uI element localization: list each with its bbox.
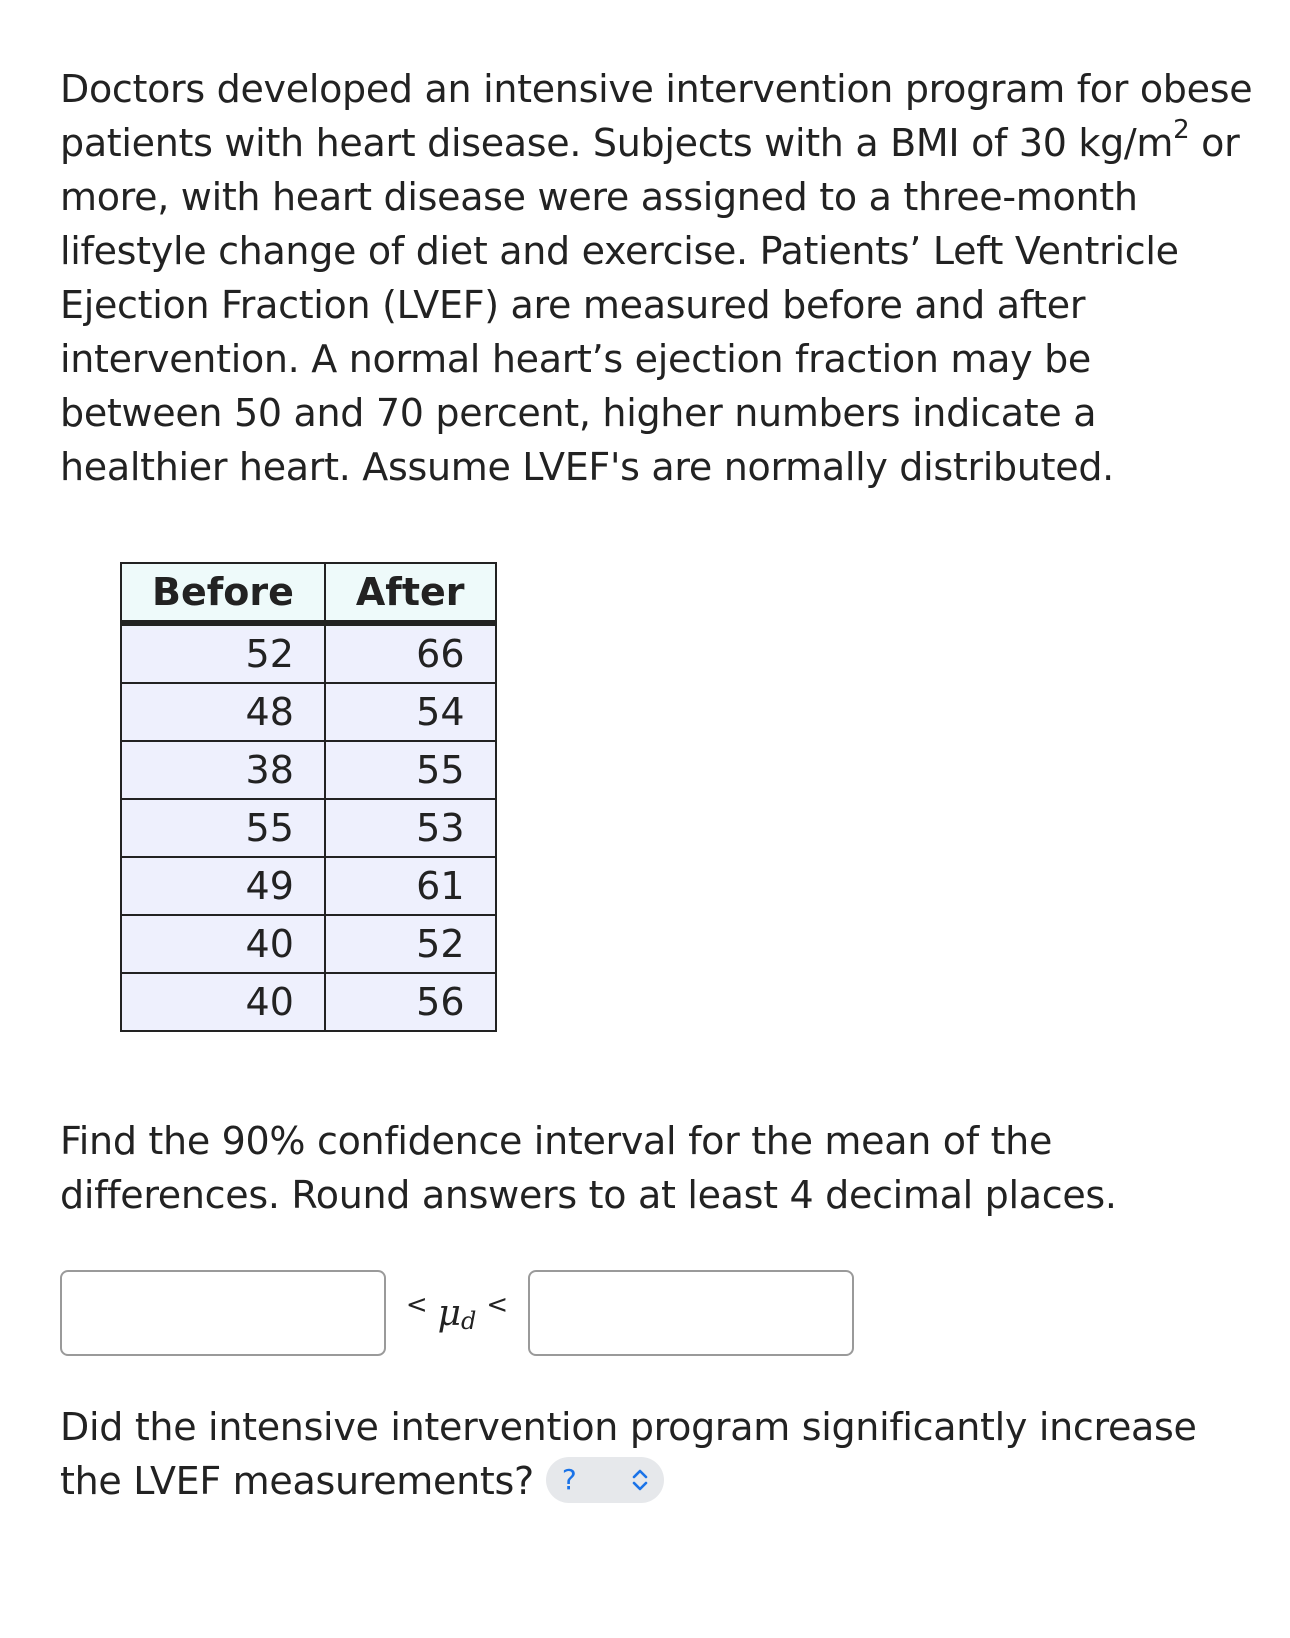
mu-d-label xyxy=(386,1290,528,1335)
cell-after: 53 xyxy=(325,799,496,857)
table-body xyxy=(121,623,496,1031)
mu-subscript: d xyxy=(461,1307,477,1335)
problem-text-part2: or more, with heart disease were assigned to a three-month lifestyle change of diet and exercise. Patients’ Left Ventricle Ejection Fraction (LVEF) are measured before and after intervention. A normal heart’s ejection fraction may be between 50 and 70 percent, higher numbers indicate a healthier heart. Assume LVEF's are normally distributed. xyxy=(60,121,1240,489)
question-text: Find the 90% confidence interval for the mean of the differences. Round answers to at least 4 decimal places. xyxy=(60,1119,1117,1217)
lower-bound-input[interactable] xyxy=(60,1270,386,1356)
table-header-row xyxy=(121,563,496,623)
select-value: ? xyxy=(561,1462,577,1496)
cell-before: 48 xyxy=(121,683,325,741)
superscript-two: 2 xyxy=(1173,115,1190,146)
cell-before: 38 xyxy=(121,741,325,799)
chevron-up-down-icon xyxy=(630,1467,650,1493)
confidence-interval-row xyxy=(60,1270,1260,1356)
cell-before: 40 xyxy=(121,915,325,973)
cell-after: 66 xyxy=(325,623,496,683)
cell-before: 52 xyxy=(121,623,325,683)
mu-symbol: μ xyxy=(437,1292,462,1334)
table-row xyxy=(121,973,496,1031)
cell-before: 49 xyxy=(121,857,325,915)
cell-after: 56 xyxy=(325,973,496,1031)
significance-select[interactable] xyxy=(546,1457,664,1503)
cell-after: 61 xyxy=(325,857,496,915)
final-question-text: Did the intensive intervention program significantly increase the LVEF measurements? xyxy=(60,1405,1197,1503)
less-than-right: < xyxy=(486,1290,509,1320)
table-row xyxy=(121,857,496,915)
table-row xyxy=(121,915,496,973)
less-than-left: < xyxy=(405,1290,428,1320)
cell-before: 40 xyxy=(121,973,325,1031)
cell-before: 55 xyxy=(121,799,325,857)
question-content xyxy=(60,62,1260,1508)
data-table xyxy=(120,562,497,1032)
header-before: Before xyxy=(121,563,325,623)
final-question xyxy=(60,1400,1260,1508)
cell-after: 54 xyxy=(325,683,496,741)
header-after: After xyxy=(325,563,496,623)
table-row xyxy=(121,623,496,683)
cell-after: 52 xyxy=(325,915,496,973)
cell-after: 55 xyxy=(325,741,496,799)
table-row xyxy=(121,741,496,799)
problem-statement xyxy=(60,62,1260,494)
table-row xyxy=(121,799,496,857)
table-row xyxy=(121,683,496,741)
upper-bound-input[interactable] xyxy=(528,1270,854,1356)
problem-text-part1: Doctors developed an intensive intervention program for obese patients with heart disease. Subjects with a BMI of 30 kg/m xyxy=(60,67,1253,165)
